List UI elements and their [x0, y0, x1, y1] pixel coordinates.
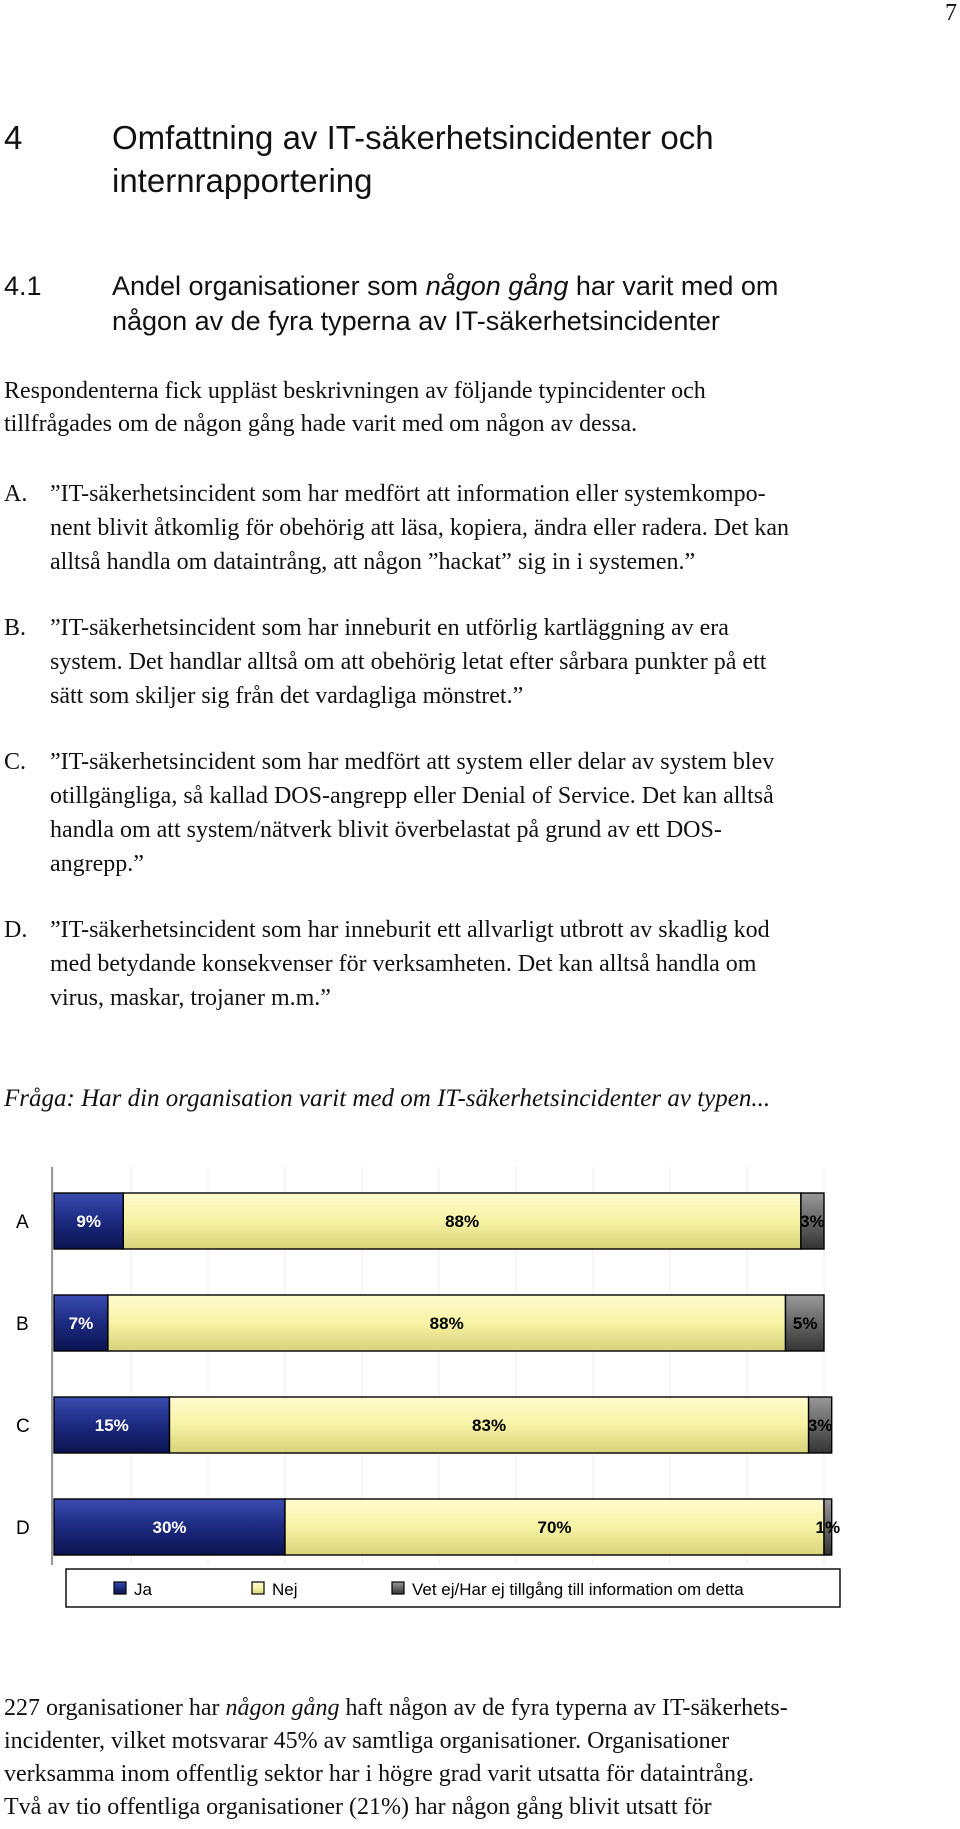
- data-label: 7%: [68, 1314, 94, 1333]
- item-line: virus, maskar, trojaner m.m.”: [50, 985, 331, 1011]
- summary-line-1-pre: 227 organisationer har: [4, 1695, 226, 1721]
- incident-item-c: [4, 745, 944, 881]
- subsection-title-post: har varit med om: [568, 271, 779, 301]
- subsection-title-emphasis: någon gång: [425, 271, 569, 301]
- section-title-line-2: internrapportering: [112, 162, 373, 199]
- item-line: otillgängliga, så kallad DOS-angrepp eller Denial of Service. Det kan alltså: [50, 783, 774, 809]
- legend-label: Vet ej/Har ej tillgång till information om detta: [412, 1580, 744, 1599]
- legend-swatch: [392, 1582, 404, 1594]
- incident-item-b: [4, 611, 944, 713]
- intro-paragraph: [4, 375, 944, 441]
- summary-line-4: Två av tio offentliga organisationer (21%) har någon gång blivit utsatt för: [4, 1794, 712, 1820]
- subsection-title-line-2: någon av de fyra typerna av IT-säkerhetsincidenter: [112, 306, 720, 336]
- item-line: angrepp.”: [50, 851, 144, 877]
- legend-swatch: [114, 1582, 126, 1594]
- category-label: B: [16, 1314, 29, 1335]
- chart-legend: [66, 1569, 840, 1607]
- category-label: A: [16, 1212, 29, 1233]
- item-line: nent blivit åtkomlig för obehörig att läsa, kopiera, ändra eller radera. Det kan: [50, 515, 790, 541]
- data-label: 88%: [429, 1314, 464, 1333]
- chart-bars: [16, 1193, 840, 1555]
- item-line: ”IT-säkerhetsincident som har inneburit ett allvarligt utbrott av skadlig kod: [50, 917, 770, 943]
- item-line: ”IT-säkerhetsincident som har medfört att system eller delar av system blev: [50, 749, 775, 775]
- section-title-line-1: Omfattning av IT-säkerhetsincidenter och: [112, 119, 714, 156]
- item-label: D.: [4, 917, 28, 943]
- stacked-bar-chart: [0, 1155, 960, 1660]
- legend-swatch: [252, 1582, 264, 1594]
- item-line: system. Det handlar alltså om att obehörig letat efter sårbara punkter på ett: [50, 649, 767, 675]
- data-label: 5%: [792, 1314, 818, 1333]
- data-label: 1%: [815, 1518, 841, 1537]
- section-heading: [4, 116, 944, 202]
- data-label: 30%: [152, 1518, 187, 1537]
- item-line: ”IT-säkerhetsincident som har medfört att information eller systemkompo-: [50, 481, 766, 507]
- item-line: handla om att system/nätverk blivit överbelastat på grund av ett DOS-: [50, 817, 722, 843]
- summary-paragraph: [4, 1692, 944, 1824]
- category-label: D: [16, 1518, 30, 1539]
- incident-item-d: [4, 913, 944, 1015]
- incident-item-a: [4, 477, 944, 579]
- item-label: C.: [4, 749, 27, 775]
- data-label: 83%: [472, 1416, 507, 1435]
- intro-line-1: Respondenterna fick uppläst beskrivningen av följande typincidenter och: [4, 378, 706, 404]
- page-number: 7: [945, 0, 957, 26]
- subsection-heading: [4, 269, 944, 339]
- item-line: alltså handla om dataintrång, att någon ”hackat” sig in i systemen.”: [50, 549, 696, 575]
- item-label: A.: [4, 481, 28, 507]
- legend-label: Nej: [272, 1580, 298, 1599]
- survey-question: Fråga: Har din organisation varit med om IT-säkerhetsincidenter av typen...: [4, 1085, 771, 1112]
- chart-canvas: [0, 1155, 960, 1655]
- category-label: C: [16, 1416, 30, 1437]
- data-label: 88%: [445, 1212, 480, 1231]
- summary-line-3: verksamma inom offentlig sektor har i högre grad varit utsatta för dataintrång.: [4, 1761, 754, 1787]
- data-label: 3%: [807, 1416, 833, 1435]
- intro-line-2: tillfrågades om de någon gång hade varit med om någon av dessa.: [4, 411, 638, 437]
- data-label: 9%: [76, 1212, 101, 1231]
- subsection-title-pre: Andel organisationer som: [112, 271, 426, 301]
- item-line: med betydande konsekvenser för verksamheten. Det kan alltså handla om: [50, 951, 757, 977]
- item-label: B.: [4, 615, 27, 641]
- subsection-number: 4.1: [4, 271, 42, 301]
- data-label: 15%: [94, 1416, 129, 1435]
- summary-line-2: incidenter, vilket motsvarar 45% av samtliga organisationer. Organisationer: [4, 1728, 730, 1754]
- item-line: sätt som skiljer sig från det vardagliga mönstret.”: [50, 683, 524, 709]
- data-label: 3%: [800, 1212, 825, 1231]
- legend-label: Ja: [134, 1580, 152, 1599]
- summary-line-1-post: haft någon av de fyra typerna av IT-säkerhets-: [339, 1695, 788, 1721]
- section-number: 4: [4, 119, 23, 156]
- summary-line-1-emphasis: någon gång: [225, 1695, 340, 1721]
- item-line: ”IT-säkerhetsincident som har inneburit en utförlig kartläggning av era: [50, 615, 729, 641]
- data-label: 70%: [537, 1518, 572, 1537]
